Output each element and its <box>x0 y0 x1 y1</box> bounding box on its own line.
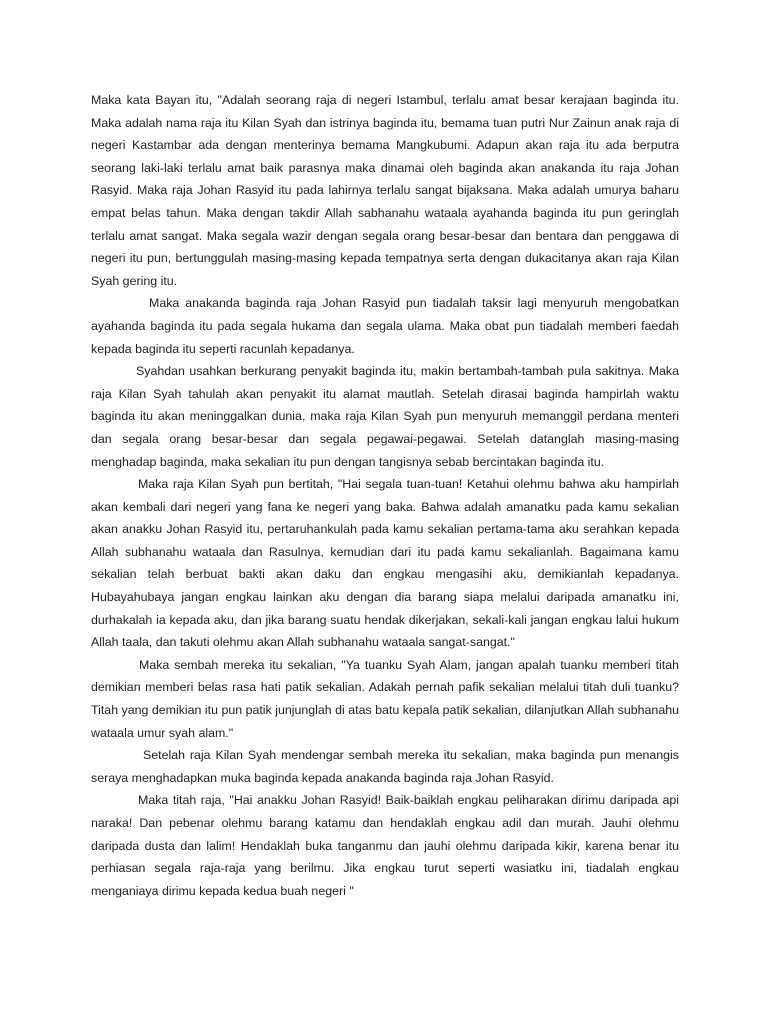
document-body <box>91 89 679 902</box>
paragraph-3: Syahdan usahkan berkurang penyakit baginda itu, makin bertambah-tambah pula sakitnya. Maka raja Kilan Syah tahulah akan penyakit itu alamat mautlah. Setelah dirasai baginda hampirlah waktu baginda itu akan meninggalkan dunia, maka raja Kilan Syah pun menyuruh memanggil perdana menteri dan segala orang besar-besar dan segala pegawai-pegawai. Setelah datanglah masing-masing menghadap baginda, maka sekalian itu pun dengan tangisnya sebab bercintakan baginda itu. <box>91 364 679 469</box>
paragraph-1: Maka kata Bayan itu, "Adalah seorang raja di negeri Istambul, terlalu amat besar kerajaan baginda itu. Maka adalah nama raja itu Kilan Syah dan istrinya baginda itu, bemama tuan putri Nur Zainun anak raja di negeri Kastambar ada dengan menterinya bemama Mangkubumi. Adapun akan raja itu ada berputra seorang laki-laki terlalu amat baik parasnya maka dinamai oleh baginda akan anakanda itu raja Johan Rasyid. Maka raja Johan Rasyid itu pada lahirnya terlalu sangat bijaksana. Maka adalah umurya baharu empat belas tahun. Maka dengan takdir Allah sabhanahu wataala ayahanda baginda itu pun geringlah terlalu amat sangat. Maka segala wazir dengan segala orang besar-besar dan bentara dan penggawa di negeri itu pun, bertunggulah masing-masing kepada tempatnya serta dengan dukacitanya akan raja Kilan Syah gering itu. <box>91 93 679 288</box>
paragraph-4: Maka raja Kilan Syah pun bertitah, "Hai segala tuan-tuan! Ketahui olehmu bahwa aku hampirlah akan kembali dari negeri yang fana ke negeri yang baka. Bahwa adalah amanatku pada kamu sekalian akan anakku Johan Rasyid itu, pertaruhankulah pada kamu sekalian pertama-tama aku serahkan kepada Allah subhanahu wataala dan Rasulnya, kemudian dari itu pada kamu sekalianlah. Bagaimana kamu sekalian telah berbuat bakti akan daku dan engkau mengasihi aku, demikianlah kepadanya. Hubayahubaya jangan engkau lainkan aku dengan dia barang siapa melalui daripada amanatku ini, durhakalah ia kepada aku, dan jika barang suatu hendak dikerjakan, sekali-kali jangan engkau lalui hukum Allah taala, dan takuti olehmu akan Allah subhanahu wataala sangat-sangat." <box>91 477 679 650</box>
paragraph-2: Maka anakanda baginda raja Johan Rasyid pun tiadalah taksir lagi menyuruh mengobatkan ayahanda baginda itu pada segala hukama dan segala ulama. Maka obat pun tiadalah memberi faedah kepada baginda itu seperti racunlah kepadanya. <box>91 296 679 356</box>
paragraph-6: Setelah raja Kilan Syah mendengar sembah mereka itu sekalian, maka baginda pun menangis seraya menghadapkan muka baginda kepada anakanda baginda raja Johan Rasyid. <box>91 748 679 785</box>
paragraph-5: Maka sembah mereka itu sekalian, "Ya tuanku Syah Alam, jangan apalah tuanku memberi titah demikian memberi belas rasa hati patik sekalian. Adakah pernah pafik sekalian melalui titah duli tuanku? Titah yang demikian itu pun patik junjunglah di atas batu kepala patik sekalian, dilanjutkan Allah subhanahu wataala umur syah alam." <box>91 657 679 740</box>
paragraph-7: Maka titah raja, "Hai anakku Johan Rasyid! Baik-baiklah engkau peliharakan dirimu daripada api naraka! Dan pebenar olehmu barang katamu dan hendaklah engkau adil dan murah. Jauhi olehmu daripada dusta dan lalim! Hendaklah buka tanganmu dan jauhi olehmu daripada kikir, karena benar itu perhiasan segala raja-raja yang berilmu. Jika engkau turut seperti wasiatku ini, tiadalah engkau menganiaya dirimu kepada kedua buah negeri " <box>91 793 679 898</box>
